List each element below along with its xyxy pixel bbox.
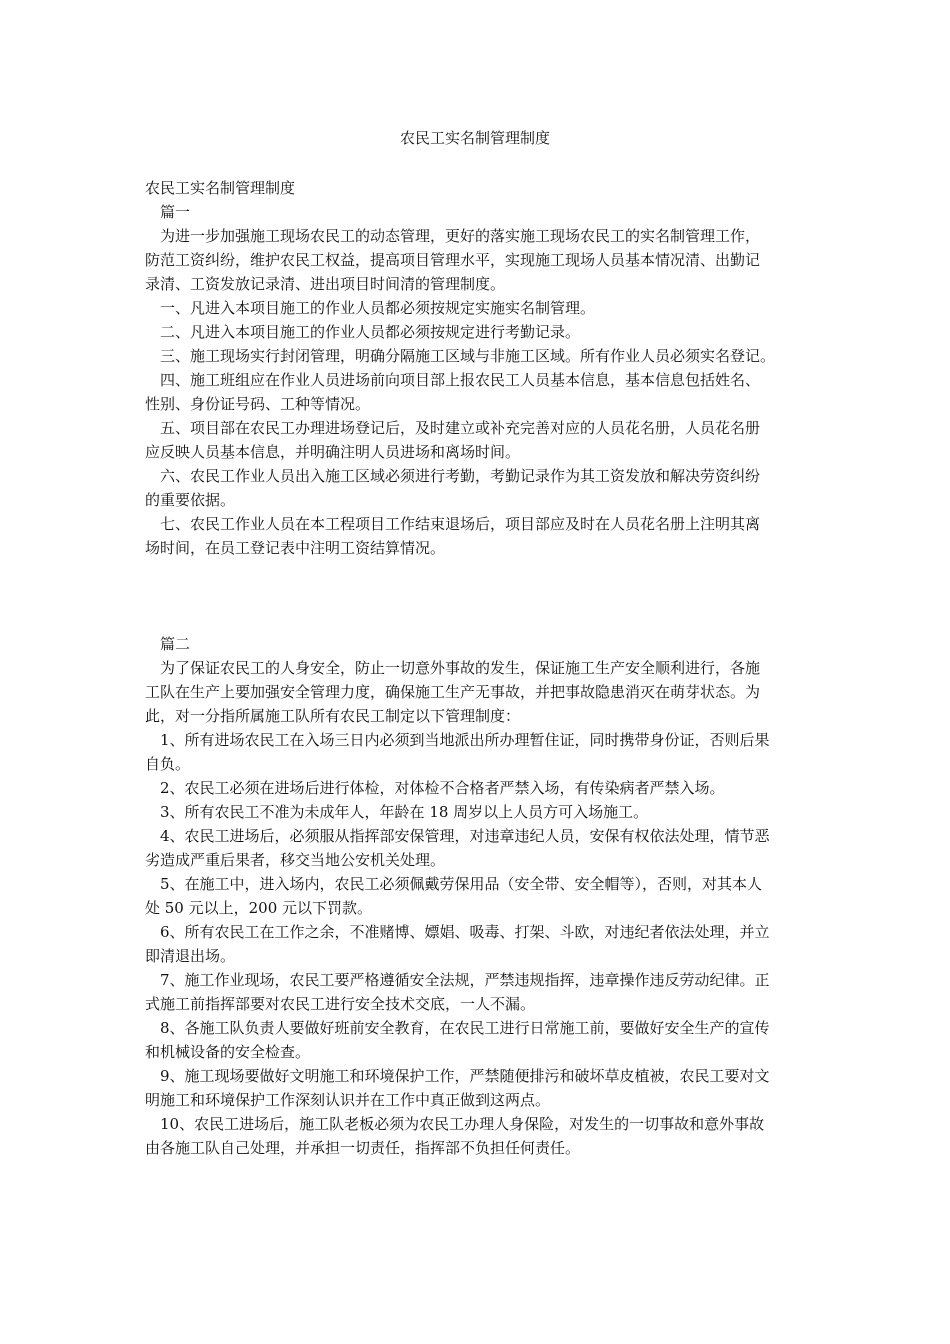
paragraph-line: 劣造成严重后果者，移交当地公安机关处理。 [145,851,446,869]
paragraph-line: 7、施工作业现场，农民工要严格遵循安全法规，严禁违规指挥，违章操作违反劳动纪律。正 [160,971,770,989]
paragraph-line: 式施工前指挥部要对农民工进行安全技术交底，一人不漏。 [145,995,536,1013]
paragraph-line: 七、农民工作业人员在本工程项目工作结束退场后，项目部应及时在人员花名册上注明其离 [160,515,761,533]
paragraph-line: 处 50 元以上，200 元以下罚款。 [145,899,373,917]
paragraph-line: 性别、身份证号码、工种等情况。 [145,395,371,413]
paragraph-line: 的重要依据。 [145,491,236,509]
paragraph-line: 和机械设备的安全检查。 [145,1043,311,1061]
paragraph-line: 五、项目部在农民工办理进场登记后，及时建立或补充完善对应的人员花名册，人员花名册 [160,419,761,437]
paragraph-line: 二、凡进入本项目施工的作业人员都必须按规定进行考勤记录。 [160,323,581,341]
paragraph-line: 4、农民工进场后，必须服从指挥部安保管理，对违章违纪人员，安保有权依法处理，情节恶 [160,827,770,845]
paragraph-line: 9、施工现场要做好文明施工和环境保护工作，严禁随便排污和破坏草皮植被，农民工要对文 [160,1067,770,1085]
paragraph-line: 应反映人员基本信息，并明确注明人员进场和离场时间。 [145,443,521,461]
paragraph-line: 明施工和环境保护工作深刻认识并在工作中真正做到这两点。 [145,1091,551,1109]
paragraph-line: 一、凡进入本项目施工的作业人员都必须按规定实施实名制管理。 [160,299,596,317]
paragraph-line: 录清、工资发放记录清、进出项目时间清的管理制度。 [145,275,506,293]
part1-label: 篇一 [160,203,191,221]
paragraph-line: 此，对一分指所属施工队所有农民工制定以下管理制度： [145,707,521,725]
paragraph-line: 2、农民工必须在进场后进行体检，对体检不合格者严禁入场，有传染病者严禁入场。 [160,779,725,797]
paragraph-line: 1、所有进场农民工在入场三日内必须到当地派出所办理暂住证，同时携带身份证，否则后果 [160,731,770,749]
paragraph-line: 3、所有农民工不准为未成年人，年龄在 18 周岁以上人员方可入场施工。 [160,803,649,821]
paragraph-line: 由各施工队自己处理，并承担一切责任，指挥部不负担任何责任。 [145,1139,581,1157]
paragraph-line: 场时间，在员工登记表中注明工资结算情况。 [145,539,446,557]
section-gap [145,560,810,632]
paragraph-line: 防范工资纠纷，维护农民工权益，提高项目管理水平，实现施工现场人员基本情况清、出勤记 [145,251,761,269]
paragraph-line: 即清退出场。 [145,947,236,965]
paragraph-line: 6、所有农民工在工作之余，不准赌博、嫖娼、吸毒、打架、斗欧，对违纪者依法处理，并立 [160,923,770,941]
paragraph-line: 六、农民工作业人员出入施工区域必须进行考勤，考勤记录作为其工资发放和解决劳资纠纷 [160,467,761,485]
document-title: 农民工实名制管理制度 [399,129,550,147]
paragraph-line: 自负。 [145,755,191,773]
paragraph-line: 10、农民工进场后，施工队老板必须为农民工办理人身保险，对发生的一切事故和意外事故 [160,1115,765,1133]
paragraph-line: 四、施工班组应在作业人员进场前向项目部上报农民工人员基本信息，基本信息包括姓名、 [160,371,761,389]
paragraph-line: 三、施工现场实行封闭管理，明确分隔施工区域与非施工区域。所有作业人员必须实名登记。 [160,347,776,365]
document-heading: 农民工实名制管理制度 [145,179,296,197]
paragraph-line: 8、各施工队负责人要做好班前安全教育，在农民工进行日常施工前，要做好安全生产的宣传 [160,1019,770,1037]
paragraph-line: 为了保证农民工的人身安全，防止一切意外事故的发生，保证施工生产安全顺利进行，各施 [160,659,761,677]
paragraph-line: 为进一步加强施工现场农民工的动态管理，更好的落实施工现场农民工的实名制管理工作， [160,227,761,245]
paragraph-line: 工队在生产上要加强安全管理力度，确保施工生产无事故，并把事故隐患消灭在萌芽状态。为 [145,683,761,701]
document-body [145,176,810,1160]
part2-label: 篇二 [160,635,191,653]
paragraph-line: 5、在施工中，进入场内，农民工必须佩戴劳保用品（安全带、安全帽等），否则，对其本人 [160,875,763,893]
